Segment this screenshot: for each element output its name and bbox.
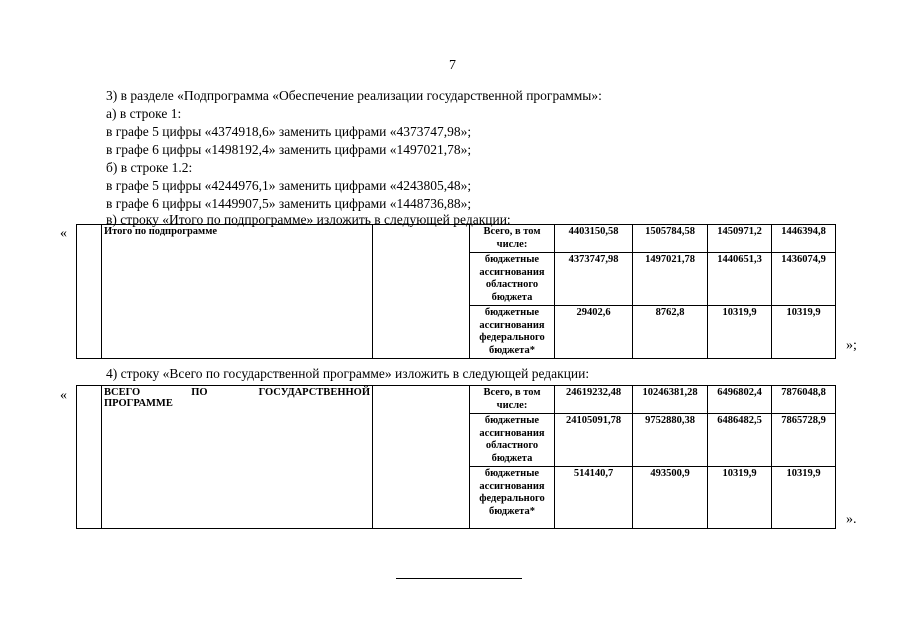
value-cell: 24105091,78 — [555, 414, 633, 467]
value-cell: 493500,9 — [633, 467, 708, 529]
value-cell: 1436074,9 — [772, 253, 836, 306]
row-name-line1: ВСЕГО ПО ГОСУДАРСТВЕННОЙ — [104, 387, 370, 398]
item-a-column5: в графе 5 цифры «4374918,6» заменить цифрами «4373747,98»; — [106, 124, 472, 139]
value-cell: 10246381,28 — [633, 386, 708, 414]
funding-type: бюджетные ассигнования федерального бюджета* — [470, 467, 555, 529]
value-cell: 4373747,98 — [555, 253, 633, 306]
row-name: Итого по подпрограмме — [104, 226, 218, 237]
item-b-heading: б) в строке 1.2: — [106, 160, 193, 175]
value-cell: 1450971,2 — [708, 225, 772, 253]
funding-type: бюджетные ассигнования федерального бюджета* — [470, 306, 555, 359]
value-cell: 4403150,58 — [555, 225, 633, 253]
value-cell: 10319,9 — [708, 306, 772, 359]
table-row — [77, 225, 836, 253]
table2-close-quote: ». — [846, 512, 857, 527]
table2-open-quote: « — [60, 388, 67, 403]
value-cell: 10319,9 — [772, 467, 836, 529]
funding-type: бюджетные ассигнования областного бюджета — [470, 414, 555, 467]
subprogram-total-table — [76, 224, 836, 359]
table-cell — [373, 386, 470, 529]
value-cell: 8762,8 — [633, 306, 708, 359]
item-b-column5: в графе 5 цифры «4244976,1» заменить цифрами «4243805,48»; — [106, 178, 472, 193]
value-cell: 6496802,4 — [708, 386, 772, 414]
funding-type: бюджетные ассигнования областного бюджета — [470, 253, 555, 306]
table-cell — [77, 225, 102, 359]
item-a-heading: а) в строке 1: — [106, 106, 182, 121]
value-cell: 1505784,58 — [633, 225, 708, 253]
funding-type: Всего, в том числе: — [470, 386, 555, 414]
value-cell: 29402,6 — [555, 306, 633, 359]
value-cell: 24619232,48 — [555, 386, 633, 414]
item-b-column6: в графе 6 цифры «1449907,5» заменить цифрами «1448736,88»; — [106, 196, 472, 211]
value-cell: 514140,7 — [555, 467, 633, 529]
value-cell: 9752880,38 — [633, 414, 708, 467]
row-name-cell — [102, 386, 373, 529]
item-a-column6: в графе 6 цифры «1498192,4» заменить цифрами «1497021,78»; — [106, 142, 472, 157]
value-cell: 1440651,3 — [708, 253, 772, 306]
row-name-line2: ПРОГРАММЕ — [104, 398, 173, 409]
value-cell: 10319,9 — [708, 467, 772, 529]
table-cell — [77, 386, 102, 529]
value-cell: 6486482,5 — [708, 414, 772, 467]
table1-close-quote: »; — [846, 338, 857, 353]
section-4-heading: 4) строку «Всего по государственной программе» изложить в следующей редакции: — [106, 366, 590, 381]
footer-divider — [396, 578, 522, 579]
value-cell: 7876048,8 — [772, 386, 836, 414]
item-c-heading: в) строку «Итого по подпрограмме» изложить в следующей редакции: — [106, 212, 511, 227]
table-row — [77, 386, 836, 414]
funding-type: Всего, в том числе: — [470, 225, 555, 253]
program-total-table — [76, 385, 836, 529]
page-number: 7 — [449, 58, 456, 73]
table1-open-quote: « — [60, 226, 67, 241]
section-3-heading: 3) в разделе «Подпрограмма «Обеспечение реализации государственной программы»: — [106, 88, 602, 103]
value-cell: 1446394,8 — [772, 225, 836, 253]
value-cell: 7865728,9 — [772, 414, 836, 467]
value-cell: 10319,9 — [772, 306, 836, 359]
table-cell — [373, 225, 470, 359]
row-name-cell — [102, 225, 373, 359]
value-cell: 1497021,78 — [633, 253, 708, 306]
